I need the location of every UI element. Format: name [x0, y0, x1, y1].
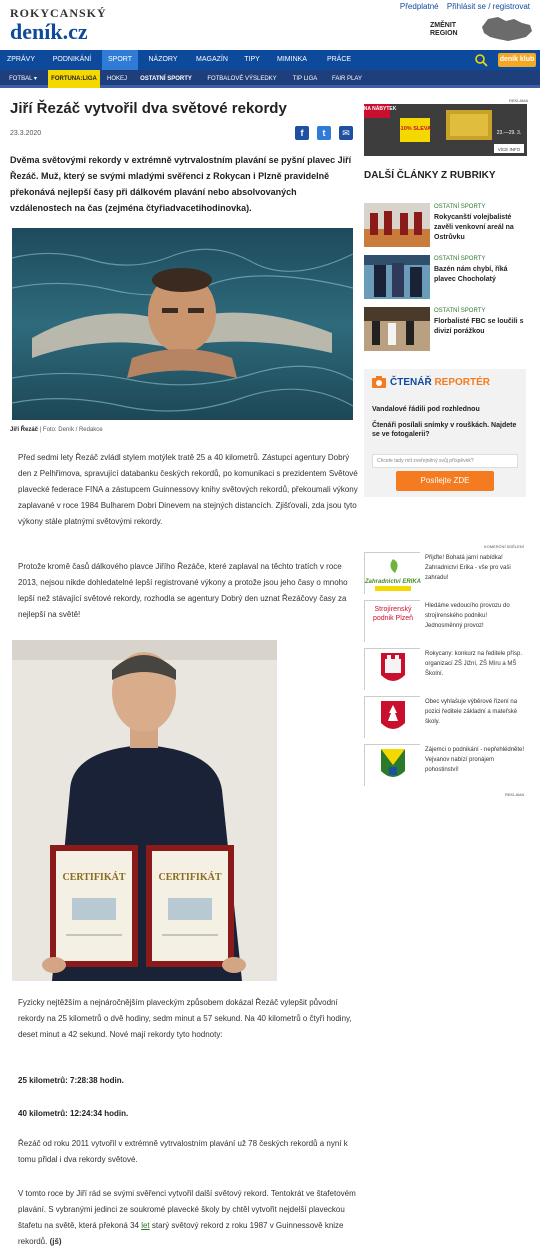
ad-label: REKLAMA	[509, 98, 529, 103]
twitter-icon: t	[322, 128, 326, 138]
swimmers-thumb	[364, 255, 430, 299]
article-perex: Dvěma světovými rekordy v extrémně vytrvalostním plavání se pyšní plavec Jiří Řezáč. Muž, který se svými mladými svěřenci z Rokycan i Plzně pravidelně překonává nejlepší časy při dálkovém plavání nebo absolvovaných vzdálenostech na čas (zejména čtyřiadvacetihodinovka).	[10, 155, 352, 213]
promo-text[interactable]: Obec vyhlašuje výběrové řízení na pozici ředitele základní a mateřské školy.	[425, 699, 518, 725]
ad-brand-text: JENA NÁBYTEK	[357, 106, 397, 112]
login-link[interactable]: Přihlásit se / registrovat	[446, 2, 530, 11]
subnav-fotbal-label: FOTBAL	[9, 76, 33, 82]
nav-magazin[interactable]: MAGAZÍN	[196, 56, 228, 63]
mail-icon: ✉	[342, 128, 350, 138]
share-facebook-button[interactable]	[295, 126, 309, 140]
rokycany-coat-of-arms-icon	[365, 649, 421, 691]
promo-text[interactable]: Zájemci o podnikání - nepřehlédněte! Vejvanov nabízí pronájem pohostinství!	[425, 747, 525, 773]
sidebar-article[interactable]	[364, 203, 526, 247]
sub-navigation	[0, 70, 540, 88]
subnav-fotbal[interactable]: FOTBAL ▾	[9, 76, 37, 82]
nav-miminka[interactable]: MIMINKA	[277, 56, 307, 63]
strojirensky-logo-text: Strojírenský podnik Plzeň	[372, 606, 414, 622]
record-40km: 40 kilometrů: 12:24:34 hodin.	[18, 1109, 129, 1118]
promo-logo	[364, 744, 420, 786]
czech-map-icon[interactable]	[478, 13, 534, 45]
search-icon[interactable]	[474, 53, 488, 67]
promo-logo	[364, 696, 420, 738]
inline-link-let[interactable]: let	[141, 1221, 150, 1230]
sidebar-article-category[interactable]: OSTATNÍ SPORTY	[434, 256, 486, 262]
subnav-tip-liga[interactable]: TIP LIGA	[292, 76, 318, 82]
promo-item[interactable]	[364, 552, 526, 594]
promo-logo	[364, 552, 420, 594]
article-date: 23.3.2020	[10, 130, 42, 137]
sidebar-article-category[interactable]: OSTATNÍ SPORTY	[434, 308, 486, 314]
sidebar-article[interactable]	[364, 255, 526, 299]
top-links	[394, 2, 530, 11]
promo-text[interactable]: Přijďte! Bohatá jarní nabídka! Zahradnictví Erika - vše pro vaši zahradu!	[425, 555, 511, 581]
article-title: Jiří Řezáč vytvořil dva světové rekordy	[10, 100, 287, 117]
sidebar-article-title[interactable]: Florbalisté FBC se loučili s divizí porážkou	[434, 318, 524, 335]
swimmer-image	[12, 228, 353, 420]
caption-name: Jiří Řezáč	[10, 427, 39, 433]
nav-sport[interactable]: SPORT	[102, 50, 138, 70]
nav-podnikani[interactable]: PODNIKÁNÍ	[52, 56, 92, 63]
promo-item[interactable]	[364, 600, 526, 642]
logo-region-name: ROKYCANSKÝ	[10, 6, 107, 20]
article-paragraph-6: Řezáč od roku 2011 vytvořil v extrémně vytrvalostním plavání už 78 českých rekordů a nyní k tomu přidal i dva rekordy světové.	[18, 1139, 348, 1164]
certificate-image	[12, 640, 277, 981]
change-region-button[interactable]: ZMĚNIT REGION	[430, 22, 458, 37]
ad-banner-jena[interactable]	[357, 104, 527, 156]
subnav-fair-play[interactable]: FAIR PLAY	[332, 76, 362, 82]
strojirensky-logo	[365, 601, 421, 643]
nav-zpravy[interactable]: ZPRÁVY	[6, 56, 35, 63]
volleyball-thumb	[364, 203, 430, 247]
nav-nazory[interactable]: NÁZORY	[148, 56, 178, 63]
floorball-thumb	[364, 307, 430, 351]
promo-item[interactable]	[364, 648, 526, 690]
ad-image	[357, 104, 527, 156]
article-photo-swimmer[interactable]	[12, 228, 353, 420]
share-twitter-button[interactable]	[317, 126, 331, 140]
share-email-button[interactable]	[339, 126, 353, 140]
promo-logo	[364, 600, 420, 642]
subnav-fotbalove-vysledky[interactable]: FOTBALOVÉ VÝSLEDKY	[207, 76, 277, 82]
nav-prace[interactable]: PRÁCE	[326, 56, 352, 63]
p7-text-a: V tomto roce by Jiří rád se svými svěřenci vytvořil další světový rekord. Tentokrát ve štafetovém plavání. S vybranými jedinci ze soukromé plavecké školy by chtěl vytvořit nejdelší plaveckou štafetu na světě, která překoná 34	[18, 1189, 356, 1230]
sidebar-article-thumb	[364, 255, 430, 299]
subnav-ostatni-sporty[interactable]: OSTATNÍ SPORTY	[140, 76, 192, 82]
article-paragraph-1: Před sedmi lety Řezáč zvládl stylem motýlek tratě 25 a 40 kilometrů. Zástupci agentury Dobrý den z Pelhřimova, spravující databanku českých rekordů, po komunikaci s prezidentem Světové plavecké federace FINA a zástupcem Guinnessovy knihy světových rekordů, překoumali výkony zaplavané v roce 1984 Bulharem Dobri Dinevem na stejných distancích. Zjišťovali, zda jsou tyto výkony stále platnými světovými rekordy.	[18, 453, 358, 526]
subnav-hokej[interactable]: HOKEJ	[106, 76, 127, 82]
zahradnictvi-logo-text: Zahradnictví ERIKA	[364, 579, 422, 585]
site-header	[0, 0, 540, 50]
commercial-label: KOMERČNÍ SDĚLENÍ	[484, 544, 524, 549]
record-25km: 25 kilometrů: 7:28:38 hodin.	[18, 1076, 124, 1085]
promo-logo	[364, 648, 420, 690]
site-logo[interactable]	[10, 6, 107, 43]
sidebar-article-title[interactable]: Bazén nám chybí, říká plavec Chocholatý	[434, 266, 508, 283]
ad-discount-text: -10% SLEVA	[398, 126, 432, 132]
certificate-label-right: CERTIFIKÁT	[158, 872, 222, 883]
photo-caption	[10, 427, 103, 433]
promo-text[interactable]: Hledáme vedoucího provozu do strojírenského podniku! Jednosměnný provoz!	[425, 603, 510, 629]
reporter-link-1[interactable]: Vandalové řádili pod rozhlednou	[372, 406, 480, 413]
sidebar-article-thumb	[364, 307, 430, 351]
sidebar-article[interactable]	[364, 307, 526, 351]
facebook-icon: f	[300, 128, 304, 138]
logo-brand: deník.cz	[10, 19, 88, 44]
certificate-label-left: CERTIFIKÁT	[62, 872, 126, 883]
more-articles-heading: DALŠÍ ČLÁNKY Z RUBRIKY	[364, 170, 496, 181]
nav-tipy[interactable]: TIPY	[244, 56, 260, 63]
reporter-submit-input[interactable]: Chcete tady mít zveřejněný svůj příspěvek?	[372, 454, 518, 468]
article-paragraph-3: Fyzicky nejtěžším a nejnáročnějším plaveckým způsobem dokázal Řezáč vylepšit původní rekordy na 25 kilometrů o dvě hodiny, sedm minut a 57 sekund. Na 40 kilometrů o čtyři hodiny, deset minut a 42 sekund. Nové mají rekordy tyto hodnoty:	[18, 998, 352, 1039]
reporter-title-a: ČTENÁŘ	[390, 377, 432, 388]
sidebar-article-thumb	[364, 203, 430, 247]
zahradnictvi-logo	[365, 553, 421, 595]
p7-text-b: starý světový rekord z roku 1987 v Guinnessově knize rekordů.	[18, 1221, 344, 1246]
sidebar-article-title[interactable]: Rokycanští volejbalisté zavěli venkovní areál na Ostrůvku	[434, 214, 514, 241]
reporter-link-2[interactable]: Čtenáři posílali snímky v rouškách. Najdete se ve fotogalerii?	[372, 422, 517, 438]
reporter-submit-button[interactable]: Posílejte ZDE	[396, 471, 494, 491]
promo-text[interactable]: Rokycany: konkurz na ředitele přísp. organizací ZŠ Jižní, ZŠ Míru a MŠ Školní.	[425, 651, 523, 677]
subnav-fortuna-liga[interactable]: FORTUNA:LIGA	[48, 70, 100, 88]
ad-dates-text: 23.—29. 3.	[496, 130, 522, 136]
subscribe-link[interactable]: Předplatné	[399, 2, 439, 11]
article-paragraph-7	[18, 1186, 358, 1250]
reader-reporter-title	[390, 377, 490, 388]
ad-cta-text: VÍCE INFO	[497, 147, 521, 152]
article-paragraph-2: Protože kromě časů dálkového plavce Jiřího Řezáče, které zaplaval na těchto tratích v roce 2013, nejsou nikde dohledatelné lepší registrované výkony a protože jsou jeho časy o mnoho lepší než stávající světové rekordy, rozhodla se agentury Dobrý den uznat Řezáčovy časy za nejlepší na světě!	[18, 562, 348, 619]
promo-item[interactable]	[364, 744, 526, 786]
denik-klub-button[interactable]: deník klub	[498, 53, 536, 67]
reporter-title-b: REPORTÉR	[431, 377, 491, 388]
author-initials: (jš)	[47, 1237, 62, 1246]
caption-source: | Foto: Deník / Redakce	[38, 427, 103, 433]
camera-icon	[372, 376, 386, 388]
ad-label-bottom: REKLAMA	[505, 792, 525, 797]
promo-item[interactable]	[364, 696, 526, 738]
main-navigation	[0, 50, 540, 70]
sidebar-article-category[interactable]: OSTATNÍ SPORTY	[434, 204, 486, 210]
article-photo-certificates[interactable]	[12, 640, 277, 981]
vejvanov-coat-of-arms-icon	[365, 745, 421, 787]
obec-coat-of-arms-icon	[365, 697, 421, 739]
